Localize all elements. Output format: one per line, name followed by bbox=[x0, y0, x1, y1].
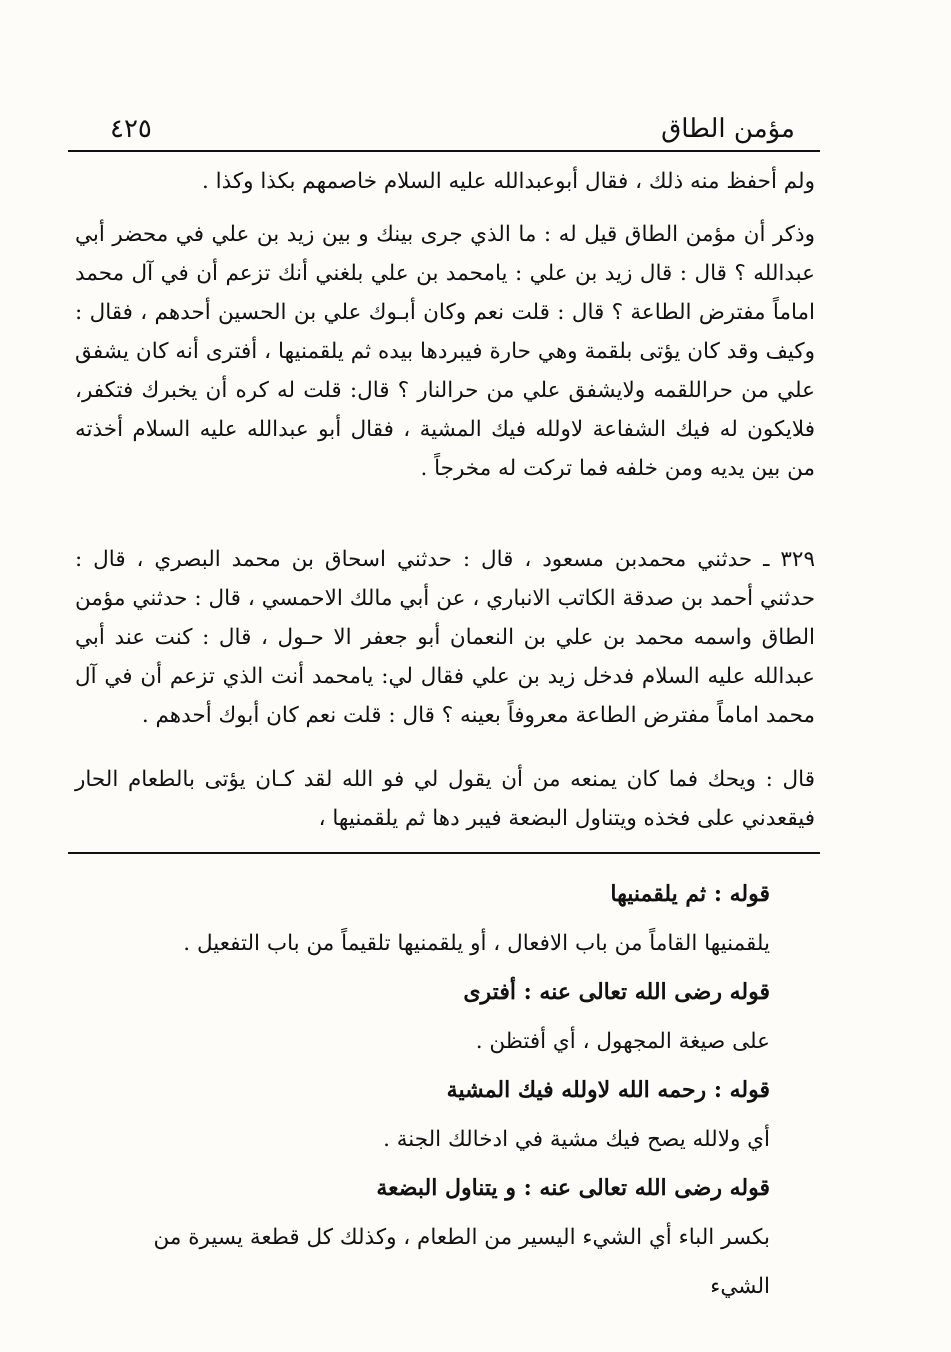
note-heading: قوله رضى الله تعالى عنه : و يتناول البضعة bbox=[376, 1175, 770, 1201]
footnote-divider bbox=[68, 852, 820, 854]
main-paragraph bbox=[75, 215, 815, 488]
note-text: أي ولالله يصح فيك مشية في ادخالك الجنة . bbox=[383, 1127, 770, 1152]
note-heading: قوله : رحمه الله لاولله فيك المشية bbox=[446, 1077, 770, 1103]
main-paragraph bbox=[75, 162, 815, 201]
page-number: ٤٢٥ bbox=[110, 114, 152, 144]
note-text: على صيغة المجهول ، أي أفتظن . bbox=[475, 1029, 770, 1054]
note-text: يلقمنيها القاماً من باب الافعال ، أو يلقمنيها تلقيماً من باب التفعيل . bbox=[183, 931, 770, 956]
paragraph-text: ولم أحفظ منه ذلك ، فقال أبوعبدالله عليه السلام خاصمهم بكذا وكذا . bbox=[201, 169, 815, 194]
note-heading: قوله رضى الله تعالى عنه : أفترى bbox=[463, 979, 770, 1005]
note-text: بكسر الباء أي الشيء اليسير من الطعام ، وكذلك كل قطعة يسيرة من الشيء bbox=[153, 1225, 770, 1299]
page-header bbox=[110, 100, 795, 144]
running-title: مؤمن الطاق bbox=[661, 114, 795, 144]
main-paragraph bbox=[75, 540, 815, 735]
main-paragraph bbox=[75, 760, 815, 838]
note-heading: قوله : ثم يلقمنيها bbox=[610, 881, 770, 907]
paragraph-text: ٣٢٩ ـ حدثني محمدبن مسعود ، قال : حدثني اسحاق بن محمد البصري ، قال : حدثني أحمد بن صدقة الكاتب الانباري ، عن أبي مالك الاحمسي ، قال : حدثني مؤمن الطاق واسمه محمد بن علي بن النعمان أبو جعفر الا حـول ، قال : كنت عند أبي عبدالله عليه السلام فدخل زيد بن علي فقال لي: يامحمد أنت الذي تزعم أن في آل محمد اماماً مفترض الطاعة معروفاً بعينه ؟ قال : قلت نعم كان أبوك أحدهم . bbox=[75, 547, 815, 728]
header-divider bbox=[68, 150, 820, 152]
commentary-notes bbox=[150, 870, 770, 1311]
paragraph-text: قال : ويحك فما كان يمنعه من أن يقول لي فو الله لقد كـان يؤتى بالطعام الحار فيقعدني على فخذه ويتناول البضعة فيبر دها ثم يلقمنيها ، bbox=[75, 767, 815, 831]
paragraph-text: وذكر أن مؤمن الطاق قيل له : ما الذي جرى بينك و بين زيد بن علي في محضر أبي عبدالله ؟ قال : قال زيد بن علي : يامحمد بن علي بلغني أنك تزعم أن في آل محمد اماماً مفترض الطاعة ؟ قال : قلت نعم وكان أبـوك علي بن الحسين أحدهم ، فقال : وكيف وقد كان يؤتى بلقمة وهي حارة فيبردها بيده ثم يلقمنيها ، أفترى أنه كان يشفق علي من حراللقمه ولايشفق علي من حرالنار ؟ قال: قلت له كره أن يخبرك فتكفر، فلايكون له فيك الشفاعة لاولله فيك المشية ، فقال أبو عبدالله عليه السلام أخذته من بين يديه ومن خلفه فما تركت له مخرجاً . bbox=[75, 222, 815, 481]
